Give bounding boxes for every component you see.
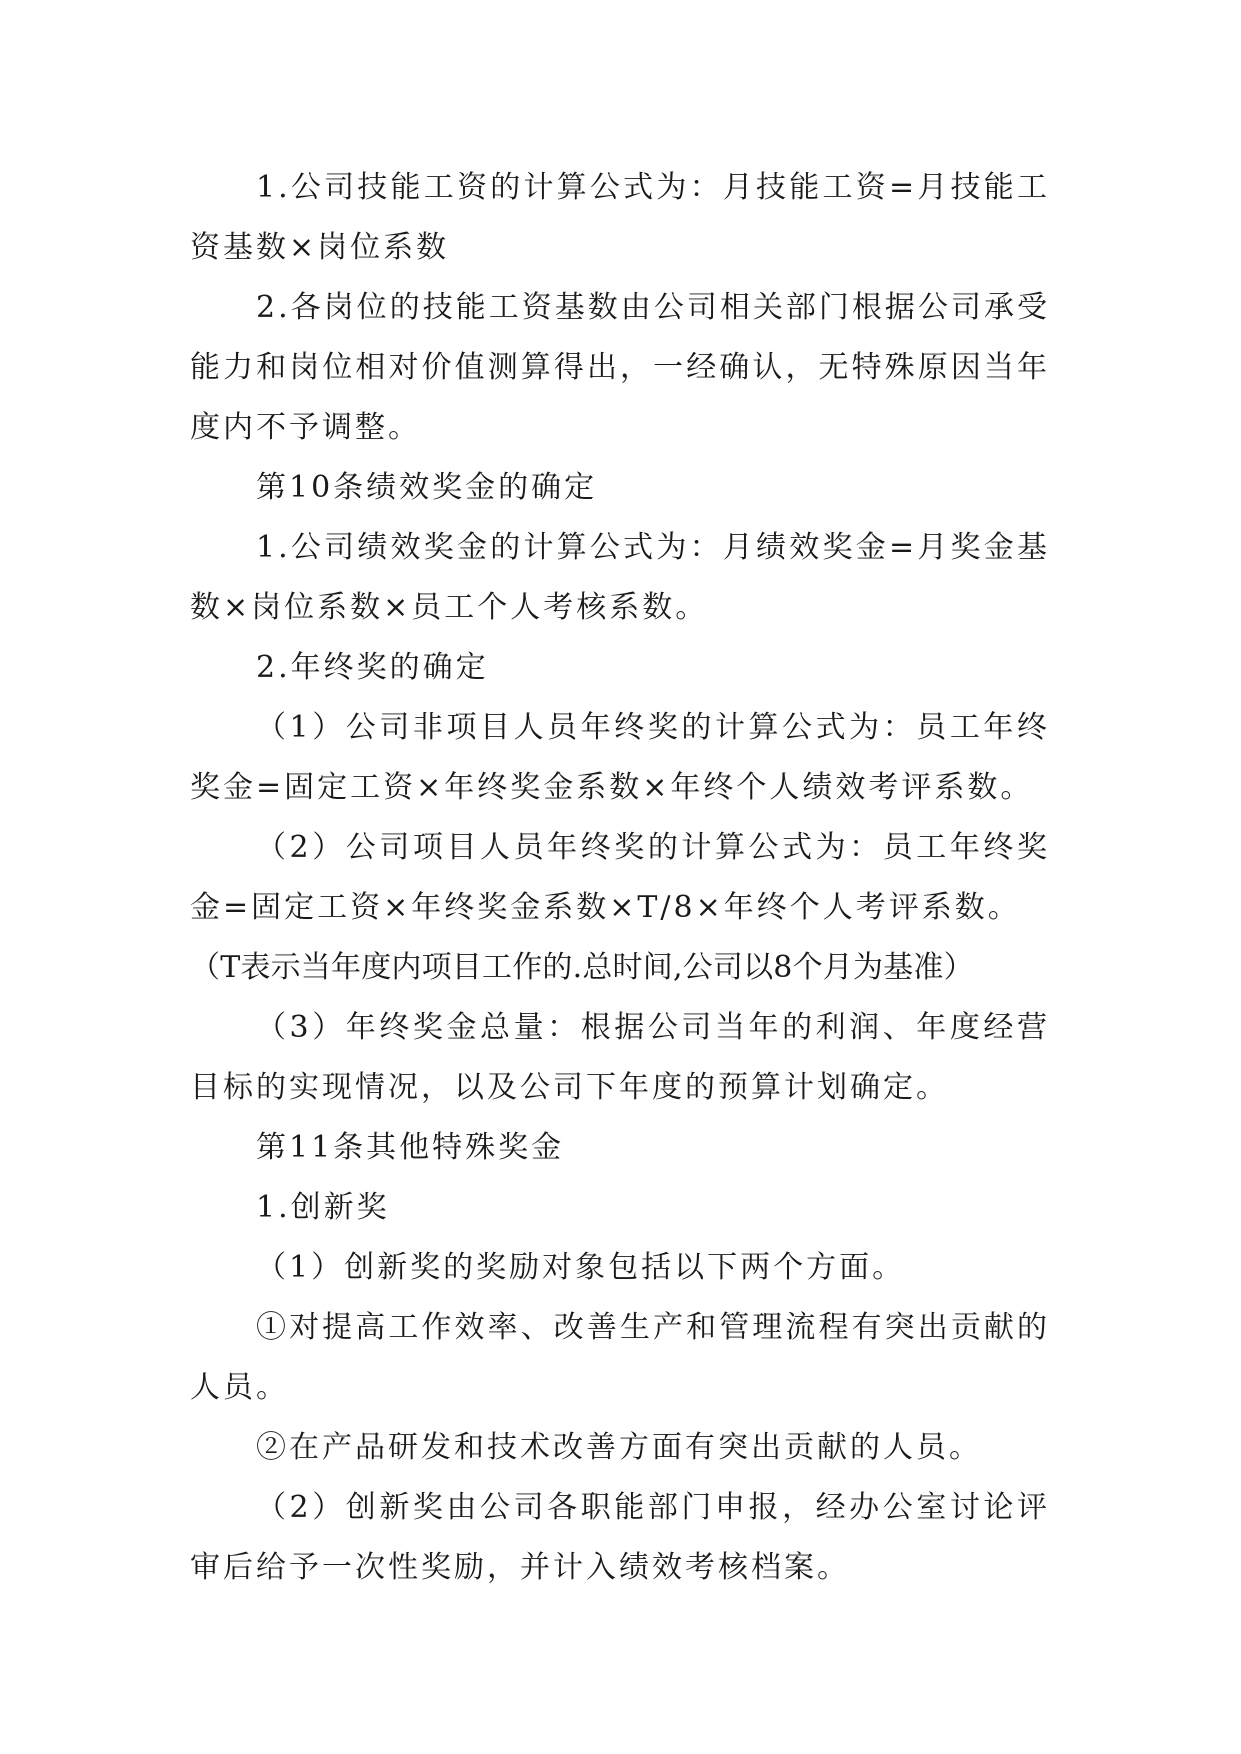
document-body: [190, 158, 1050, 1598]
paragraph-award-process: （2）创新奖由公司各职能部门申报，经办公室讨论评审后给予一次性奖励，并计入绩效考核档案。: [190, 1490, 1050, 1585]
paragraph-non-project-bonus: （1）公司非项目人员年终奖的计算公式为：员工年终奖金=固定工资×年终奖金系数×年终个人绩效考评系数。: [190, 710, 1050, 805]
paragraph-t-definition: （T表示当年度内项目工作的.总时间,公司以8个月为基准）: [190, 950, 974, 985]
heading-article-11: 第11条其他特殊奖金: [256, 1130, 565, 1165]
paragraph-skill-wage-base: 2.各岗位的技能工资基数由公司相关部门根据公司承受能力和岗位相对价值测算得出，一经确认，无特殊原因当年度内不予调整。: [190, 290, 1050, 445]
paragraph-project-bonus: （2）公司项目人员年终奖的计算公式为：员工年终奖金=固定工资×年终奖金系数×T/8×年终个人考评系数。: [190, 830, 1050, 925]
heading-innovation-award: 1.创新奖: [256, 1190, 390, 1225]
list-item-rnd: ②在产品研发和技术改善方面有突出贡献的人员。: [256, 1430, 982, 1465]
paragraph-bonus-total: （3）年终奖金总量：根据公司当年的利润、年度经营目标的实现情况，以及公司下年度的预算计划确定。: [190, 1010, 1050, 1105]
paragraph-performance-bonus-formula: 1.公司绩效奖金的计算公式为：月绩效奖金=月奖金基数×岗位系数×员工个人考核系数。: [190, 530, 1050, 625]
paragraph-award-targets: （1）创新奖的奖励对象包括以下两个方面。: [256, 1250, 906, 1285]
heading-article-10: 第10条绩效奖金的确定: [256, 470, 598, 505]
list-item-efficiency: ①对提高工作效率、改善生产和管理流程有突出贡献的人员。: [190, 1310, 1050, 1405]
heading-year-end-bonus: 2.年终奖的确定: [256, 650, 489, 685]
paragraph-skill-wage-formula: 1.公司技能工资的计算公式为：月技能工资=月技能工资基数×岗位系数: [190, 170, 1050, 265]
